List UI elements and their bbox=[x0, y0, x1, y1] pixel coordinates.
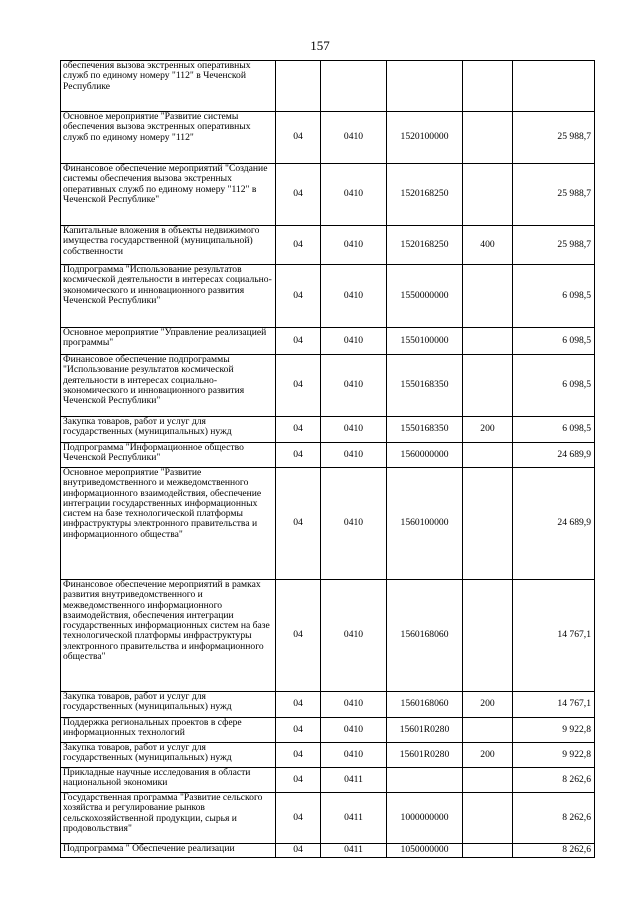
row-target-article: 1560168060 bbox=[387, 580, 463, 692]
row-section: 04 bbox=[276, 443, 321, 468]
row-amount: 6 098,5 bbox=[513, 265, 595, 328]
row-amount: 25 988,7 bbox=[513, 112, 595, 164]
row-target-article: 1550000000 bbox=[387, 265, 463, 328]
table-row bbox=[61, 61, 595, 112]
row-expense-type bbox=[463, 844, 513, 858]
row-subsection: 0410 bbox=[321, 328, 387, 355]
row-section: 04 bbox=[276, 265, 321, 328]
row-name: Финансовое обеспечение мероприятий "Создание системы обеспечения вызова экстренных оперативных служб по единому номеру "112" в Чеченской Республике" bbox=[61, 164, 276, 226]
row-target-article: 1560100000 bbox=[387, 468, 463, 580]
row-name: Поддержка региональных проектов в сфере информационных технологий bbox=[61, 718, 276, 743]
table-row bbox=[61, 743, 595, 768]
row-section: 04 bbox=[276, 580, 321, 692]
row-amount: 6 098,5 bbox=[513, 417, 595, 443]
row-expense-type bbox=[463, 61, 513, 112]
row-expense-type bbox=[463, 112, 513, 164]
row-expense-type bbox=[463, 164, 513, 226]
row-section bbox=[276, 61, 321, 112]
table-row bbox=[61, 417, 595, 443]
row-target-article: 1560000000 bbox=[387, 443, 463, 468]
row-expense-type: 200 bbox=[463, 417, 513, 443]
row-section: 04 bbox=[276, 417, 321, 443]
row-expense-type bbox=[463, 355, 513, 417]
row-amount: 8 262,6 bbox=[513, 844, 595, 858]
table-row bbox=[61, 164, 595, 226]
row-amount: 9 922,8 bbox=[513, 718, 595, 743]
row-amount: 9 922,8 bbox=[513, 743, 595, 768]
row-subsection: 0410 bbox=[321, 743, 387, 768]
row-expense-type bbox=[463, 718, 513, 743]
row-subsection: 0410 bbox=[321, 417, 387, 443]
row-subsection: 0410 bbox=[321, 355, 387, 417]
row-expense-type bbox=[463, 768, 513, 793]
row-expense-type bbox=[463, 468, 513, 580]
table-row bbox=[61, 793, 595, 844]
row-amount bbox=[513, 61, 595, 112]
row-subsection: 0410 bbox=[321, 164, 387, 226]
row-name: Подпрограмма "Информационное общество Чеченской Республики" bbox=[61, 443, 276, 468]
row-section: 04 bbox=[276, 164, 321, 226]
row-subsection: 0411 bbox=[321, 768, 387, 793]
row-target-article: 1550100000 bbox=[387, 328, 463, 355]
table-row bbox=[61, 718, 595, 743]
row-section: 04 bbox=[276, 328, 321, 355]
row-subsection: 0410 bbox=[321, 718, 387, 743]
row-section: 04 bbox=[276, 844, 321, 858]
row-name: Финансовое обеспечение мероприятий в рамках развития внутриведомственного и межведомственного информационного взаимодействия, обеспечения интеграции государственных информационных систем на базе технологической платформы инфраструктуры электронного правительства и информационного общества" bbox=[61, 580, 276, 692]
row-subsection: 0410 bbox=[321, 226, 387, 265]
row-expense-type bbox=[463, 328, 513, 355]
row-target-article bbox=[387, 61, 463, 112]
row-amount: 25 988,7 bbox=[513, 164, 595, 226]
row-target-article: 1560168060 bbox=[387, 692, 463, 718]
row-amount: 24 689,9 bbox=[513, 468, 595, 580]
row-target-article: 1520100000 bbox=[387, 112, 463, 164]
table-row bbox=[61, 580, 595, 692]
row-subsection: 0411 bbox=[321, 793, 387, 844]
row-target-article: 15601R0280 bbox=[387, 718, 463, 743]
row-amount: 14 767,1 bbox=[513, 580, 595, 692]
row-target-article: 1550168350 bbox=[387, 417, 463, 443]
table-row bbox=[61, 692, 595, 718]
row-amount: 14 767,1 bbox=[513, 692, 595, 718]
table-row bbox=[61, 355, 595, 417]
row-name: Основное мероприятие "Развитие внутриведомственного и межведомственного информационного взаимодействия, обеспечение интеграции государственных информационных систем на базе технологической платформы инфраструктуры электронного правительства и информационного общества" bbox=[61, 468, 276, 580]
row-name: Закупка товаров, работ и услуг для государственных (муниципальных) нужд bbox=[61, 417, 276, 443]
row-expense-type bbox=[463, 265, 513, 328]
table-row bbox=[61, 112, 595, 164]
table-row bbox=[61, 265, 595, 328]
row-name: Закупка товаров, работ и услуг для государственных (муниципальных) нужд bbox=[61, 743, 276, 768]
row-name: Финансовое обеспечение подпрограммы "Использование результатов космической деятельности в интересах социально-экономического и инновационного развития Чеченской Республики" bbox=[61, 355, 276, 417]
table-row bbox=[61, 328, 595, 355]
table-row bbox=[61, 768, 595, 793]
row-section: 04 bbox=[276, 355, 321, 417]
row-expense-type bbox=[463, 443, 513, 468]
row-amount: 6 098,5 bbox=[513, 328, 595, 355]
row-amount: 25 988,7 bbox=[513, 226, 595, 265]
row-name: Основное мероприятие "Управление реализацией программы" bbox=[61, 328, 276, 355]
row-target-article: 15601R0280 bbox=[387, 743, 463, 768]
row-amount: 8 262,6 bbox=[513, 793, 595, 844]
row-amount: 24 689,9 bbox=[513, 443, 595, 468]
row-subsection: 0411 bbox=[321, 844, 387, 858]
budget-table bbox=[60, 60, 595, 858]
row-subsection: 0410 bbox=[321, 112, 387, 164]
row-subsection: 0410 bbox=[321, 468, 387, 580]
row-target-article: 1520168250 bbox=[387, 226, 463, 265]
row-target-article: 1050000000 bbox=[387, 844, 463, 858]
row-name: Государственная программа "Развитие сельского хозяйства и регулирование рынков сельскохозяйственной продукции, сырья и продовольствия" bbox=[61, 793, 276, 844]
table-row bbox=[61, 844, 595, 858]
row-target-article bbox=[387, 768, 463, 793]
row-subsection: 0410 bbox=[321, 580, 387, 692]
row-section: 04 bbox=[276, 468, 321, 580]
row-section: 04 bbox=[276, 768, 321, 793]
row-subsection: 0410 bbox=[321, 265, 387, 328]
row-amount: 8 262,6 bbox=[513, 768, 595, 793]
row-name: Подпрограмма "Использование результатов космической деятельности в интересах социально-экономического и инновационного развития Чеченской Республики" bbox=[61, 265, 276, 328]
row-subsection bbox=[321, 61, 387, 112]
table-row bbox=[61, 226, 595, 265]
row-expense-type: 400 bbox=[463, 226, 513, 265]
row-expense-type bbox=[463, 793, 513, 844]
row-section: 04 bbox=[276, 112, 321, 164]
page-number: 157 bbox=[310, 38, 330, 53]
row-section: 04 bbox=[276, 718, 321, 743]
row-target-article: 1000000000 bbox=[387, 793, 463, 844]
row-section: 04 bbox=[276, 743, 321, 768]
row-expense-type: 200 bbox=[463, 743, 513, 768]
row-subsection: 0410 bbox=[321, 692, 387, 718]
row-amount: 6 098,5 bbox=[513, 355, 595, 417]
row-name: обеспечения вызова экстренных оперативных служб по единому номеру "112" в Чеченской Республике bbox=[61, 61, 276, 112]
row-target-article: 1520168250 bbox=[387, 164, 463, 226]
row-target-article: 1550168350 bbox=[387, 355, 463, 417]
row-name: Капитальные вложения в объекты недвижимого имущества государственной (муниципальной) собственности bbox=[61, 226, 276, 265]
table-row bbox=[61, 443, 595, 468]
table-row bbox=[61, 468, 595, 580]
row-name: Подпрограмма " Обеспечение реализации bbox=[61, 844, 276, 858]
row-name: Закупка товаров, работ и услуг для государственных (муниципальных) нужд bbox=[61, 692, 276, 718]
row-name: Основное мероприятие "Развитие системы обеспечения вызова экстренных оперативных служб по единому номеру "112" bbox=[61, 112, 276, 164]
row-subsection: 0410 bbox=[321, 443, 387, 468]
row-section: 04 bbox=[276, 226, 321, 265]
row-section: 04 bbox=[276, 692, 321, 718]
row-expense-type bbox=[463, 580, 513, 692]
row-section: 04 bbox=[276, 793, 321, 844]
row-name: Прикладные научные исследования в области национальной экономики bbox=[61, 768, 276, 793]
row-expense-type: 200 bbox=[463, 692, 513, 718]
